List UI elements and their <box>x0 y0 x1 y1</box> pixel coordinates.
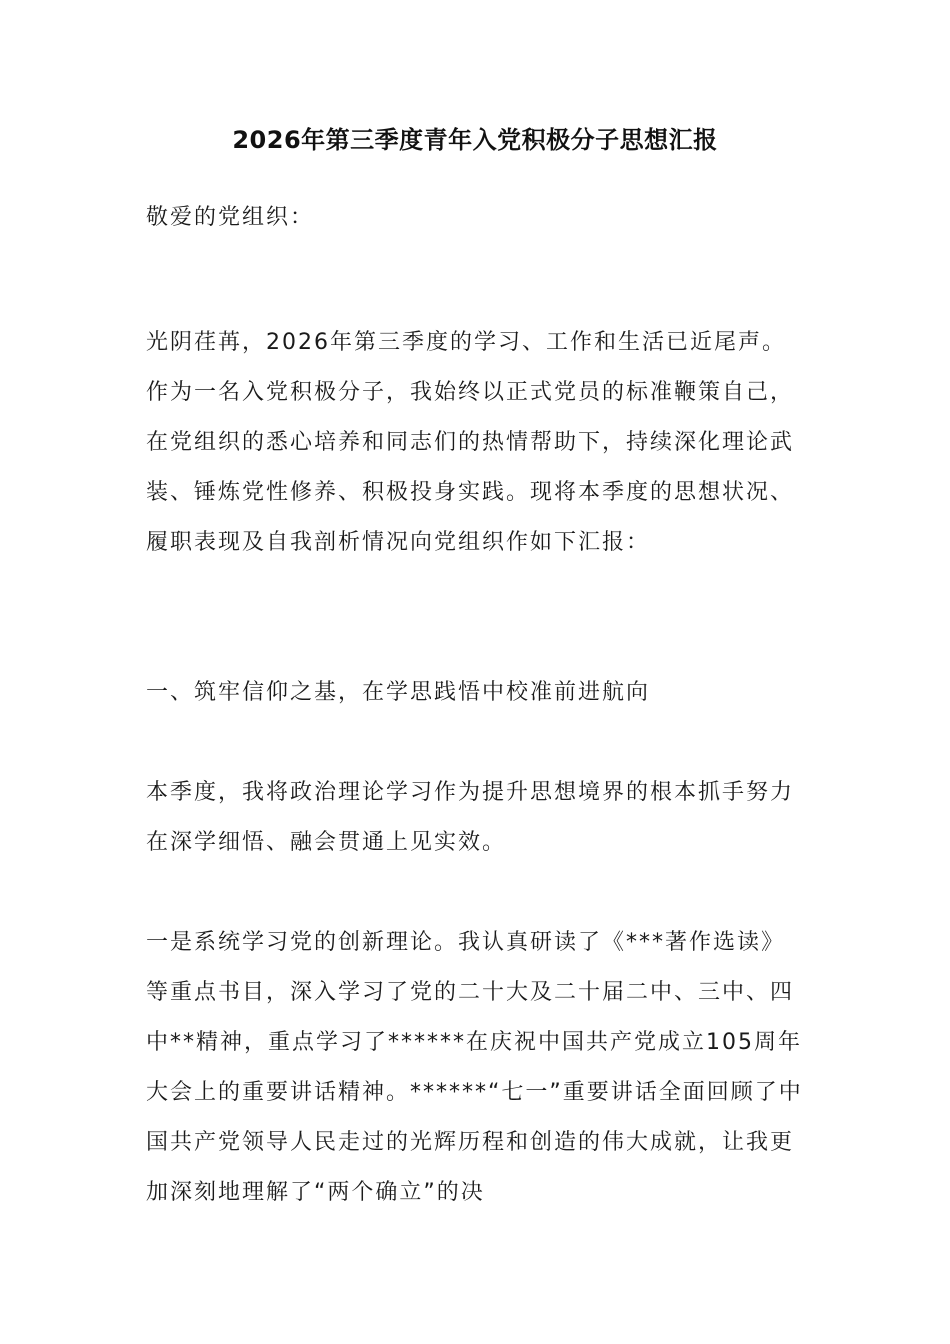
salutation: 敬爱的党组织： <box>146 205 315 230</box>
document-title: 2026年第三季度青年入党积极分子思想汇报 <box>232 126 718 154</box>
paragraph-intro: 光阴荏苒，2026年第三季度的学习、工作和生活已近尾声。作为一名入党积极分子，我始终以正式党员的标准鞭策自己，在党组织的悉心培养和同志们的热情帮助下，持续深化理论武装、锤炼党性修养、积极投身实践。现将本季度的思想状况、履职表现及自我剖析情况向党组织作如下汇报： <box>146 330 795 555</box>
paragraph-section-1-point-1: 一是系统学习党的创新理论。我认真研读了《***著作选读》等重点书目，深入学习了党的二十大及二十届二中、三中、四中**精神，重点学习了******在庆祝中国共产党成立105周年大会上的重要讲话精神。******“七一”重要讲话全面回顾了中国共产党领导人民走过的光辉历程和创造的伟大成就，让我更加深刻地理解了“两个确立”的决 <box>146 930 803 1205</box>
section-heading-1: 一、筑牢信仰之基，在学思践悟中校准前进航向 <box>146 680 651 705</box>
paragraph-section-1-intro: 本季度，我将政治理论学习作为提升思想境界的根本抓手努力在深学细悟、融会贯通上见实效。 <box>146 780 795 855</box>
